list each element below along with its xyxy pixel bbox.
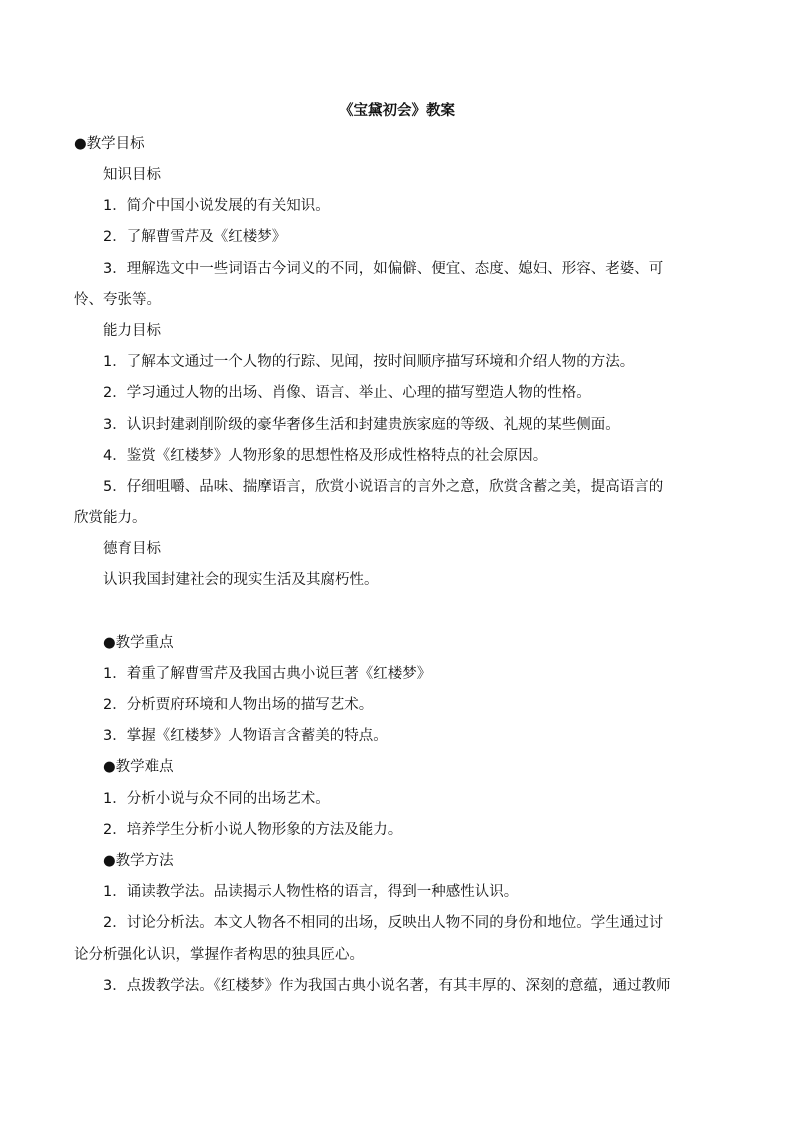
ability-item: 3．认识封建剥削阶级的豪华奢侈生活和封建贵族家庭的等级、礼规的某些侧面。	[103, 417, 620, 433]
document-title: 《宝黛初会》教案	[339, 103, 455, 119]
method-item-continued: 论分析强化认识，掌握作者构思的独具匠心。	[74, 947, 364, 963]
ability-item-continued: 欣赏能力。	[74, 510, 147, 526]
key-point-item: 2．分析贾府环境和人物出场的描写艺术。	[103, 697, 374, 713]
ability-item: 1．了解本文通过一个人物的行踪、见闻，按时间顺序描写环境和介绍人物的方法。	[103, 354, 635, 370]
subheading-ability: 能力目标	[103, 323, 161, 339]
difficulty-item: 1．分析小说与众不同的出场艺术。	[103, 791, 330, 807]
ability-item: 5．仔细咀嚼、品味、揣摩语言，欣赏小说语言的言外之意，欣赏含蓄之美，提高语言的	[103, 479, 664, 495]
key-point-item: 1．着重了解曹雪芹及我国古典小说巨著《红楼梦》	[103, 666, 432, 682]
moral-text: 认识我国封建社会的现实生活及其腐朽性。	[103, 572, 379, 588]
method-item: 1．诵读教学法。品读揭示人物性格的语言，得到一种感性认识。	[103, 884, 519, 900]
section-heading-difficulties: ●教学难点	[103, 759, 174, 775]
subheading-moral: 德育目标	[103, 541, 161, 557]
method-item: 3．点拨教学法。《红楼梦》作为我国古典小说名著，有其丰厚的、深刻的意蕴，通过教师	[103, 978, 671, 994]
knowledge-item-continued: 怜、夸张等。	[74, 292, 161, 308]
key-point-item: 3．掌握《红楼梦》人物语言含蓄美的特点。	[103, 728, 388, 744]
knowledge-item: 2．了解曹雪芹及《红楼梦》	[103, 229, 287, 245]
section-heading-methods: ●教学方法	[103, 853, 174, 869]
section-heading-key-points: ●教学重点	[103, 635, 174, 651]
ability-item: 4．鉴赏《红楼梦》人物形象的思想性格及形成性格特点的社会原因。	[103, 448, 548, 464]
difficulty-item: 2．培养学生分析小说人物形象的方法及能力。	[103, 822, 403, 838]
method-item: 2．讨论分析法。本文人物各不相同的出场，反映出人物不同的身份和地位。学生通过讨	[103, 915, 664, 931]
section-heading-goals: ●教学目标	[74, 136, 145, 152]
knowledge-item: 1．简介中国小说发展的有关知识。	[103, 198, 330, 214]
knowledge-item: 3．理解选文中一些词语古今词义的不同，如偏僻、便宜、态度、媳妇、形容、老婆、可	[103, 261, 664, 277]
ability-item: 2．学习通过人物的出场、肖像、语言、举止、心理的描写塑造人物的性格。	[103, 385, 591, 401]
subheading-knowledge: 知识目标	[103, 167, 161, 183]
